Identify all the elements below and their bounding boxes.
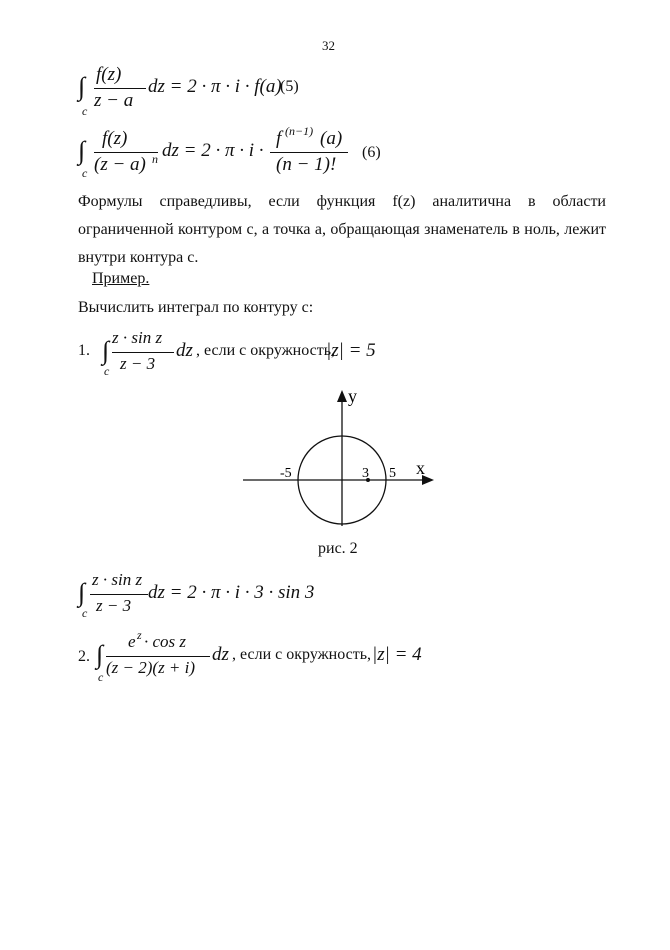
formula-middle: dz = 2 · π · i · bbox=[162, 140, 264, 161]
fraction-numerator: z · sin z bbox=[112, 328, 163, 347]
example-heading bbox=[92, 270, 149, 288]
integral-subscript: c bbox=[82, 104, 88, 118]
figure-caption: рис. 2 bbox=[318, 540, 358, 557]
paragraph-line-1: Формулы справедливы, если функция f(z) аналитична в области bbox=[78, 193, 606, 210]
fraction-bar bbox=[90, 594, 148, 595]
fraction-numerator: f(z) bbox=[96, 64, 122, 85]
integral-sign: ∫ bbox=[102, 336, 110, 365]
y-axis-arrow bbox=[337, 390, 347, 402]
integral-sign: ∫ bbox=[78, 136, 86, 165]
differential: dz bbox=[176, 340, 193, 361]
rhs-fraction-bar bbox=[270, 152, 348, 153]
rhs-numerator: f bbox=[276, 128, 282, 149]
numerator-exponent: z bbox=[137, 628, 142, 642]
condition-math: |z| = 4 bbox=[372, 644, 422, 665]
figure-circle-plot bbox=[240, 384, 440, 534]
integral-subscript: c bbox=[104, 364, 110, 378]
integral-sign: ∫ bbox=[96, 640, 104, 669]
fraction-denominator: z − 3 bbox=[96, 596, 132, 615]
fraction-bar bbox=[112, 352, 174, 353]
fraction-bar bbox=[106, 656, 210, 657]
integral-subscript: c bbox=[82, 606, 88, 620]
rhs-numerator-exponent: (n−1) bbox=[285, 124, 314, 138]
result-1 bbox=[78, 570, 398, 628]
condition-text: , если с окружность, bbox=[232, 646, 372, 663]
tick-5: 5 bbox=[389, 466, 396, 481]
integral-sign: ∫ bbox=[78, 578, 86, 607]
condition-text: , если с окружность, bbox=[196, 342, 336, 359]
formula-6 bbox=[78, 124, 408, 184]
formula-rhs: dz = 2 · π · i · 3 · sin 3 bbox=[148, 582, 315, 603]
example-2 bbox=[78, 630, 438, 690]
formula-rhs: dz = 2 · π · i · f(a) bbox=[148, 76, 282, 97]
example-1 bbox=[78, 328, 418, 386]
formula-label: (6) bbox=[362, 144, 381, 161]
tick-neg5: -5 bbox=[280, 466, 292, 481]
y-axis-label: y bbox=[348, 386, 357, 406]
example-number: 1. bbox=[78, 342, 90, 359]
rhs-denominator: (n − 1)! bbox=[276, 154, 337, 175]
fraction-denominator: (z − a) bbox=[94, 154, 146, 175]
tick-3: 3 bbox=[362, 466, 369, 481]
rhs-numerator-arg: (a) bbox=[320, 128, 343, 149]
numerator-rest: · cos z bbox=[144, 632, 187, 651]
fraction-numerator: f(z) bbox=[102, 128, 128, 149]
example-number: 2. bbox=[78, 648, 90, 665]
integral-subscript: c bbox=[98, 670, 104, 684]
formula-label: (5) bbox=[280, 78, 299, 95]
integral-subscript: c bbox=[82, 166, 88, 180]
page-number: 32 bbox=[322, 38, 335, 53]
condition-math: |z| = 5 bbox=[326, 340, 376, 361]
denominator-exponent: n bbox=[152, 152, 158, 166]
integral-sign: ∫ bbox=[78, 72, 86, 101]
paragraph-line-3: внутри контура с. bbox=[78, 249, 199, 266]
fraction-denominator: z − 3 bbox=[120, 354, 156, 373]
example-heading-text: Пример. bbox=[92, 270, 150, 287]
x-axis-label: x bbox=[416, 458, 425, 478]
fraction-numerator: z · sin z bbox=[92, 570, 143, 589]
differential: dz bbox=[212, 644, 229, 665]
fraction-denominator: (z − 2)(z + i) bbox=[106, 658, 196, 677]
fraction-bar bbox=[94, 152, 158, 153]
fraction-denominator: z − a bbox=[94, 90, 134, 111]
fraction-bar bbox=[94, 88, 146, 89]
paragraph-line-2: ограниченной контуром с, а точка а, обращающая знаменатель в ноль, лежит bbox=[78, 221, 606, 238]
formula-5 bbox=[78, 64, 378, 124]
task-intro: Вычислить интеграл по контуру с: bbox=[78, 299, 314, 316]
numerator-base: e bbox=[128, 632, 136, 651]
